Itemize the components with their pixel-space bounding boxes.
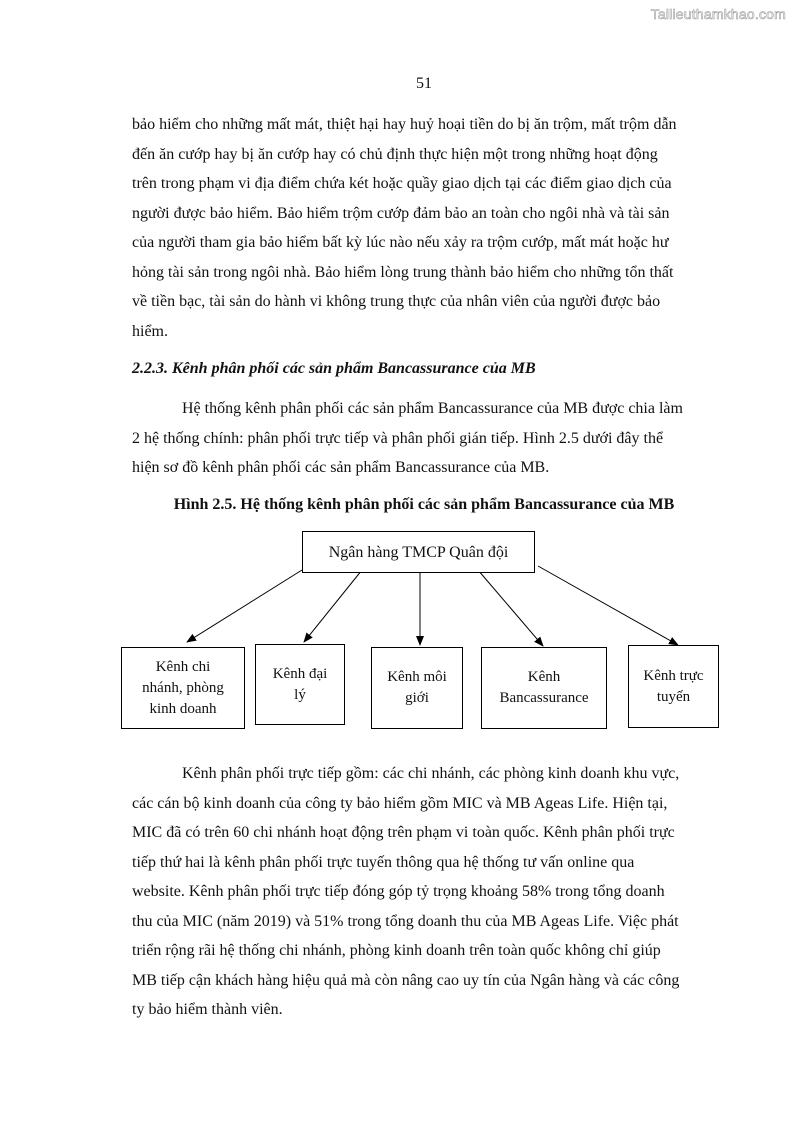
node-label: giới xyxy=(405,690,429,706)
paragraph-line: 2 hệ thống chính: phân phối trực tiếp và phân phối gián tiếp. Hình 2.5 dưới đây thể xyxy=(132,429,664,447)
paragraph-line: MB tiếp cận khách hàng hiệu quả mà còn nâng cao uy tín của Ngân hàng và các công xyxy=(132,971,680,989)
paragraph-line: của người tham gia bảo hiểm bất kỳ lúc nào nếu xảy ra trộm cướp, mất mát hoặc hư xyxy=(132,234,669,251)
node-label: Kênh xyxy=(527,669,561,685)
node-label: lý xyxy=(294,686,306,703)
paragraph-line: hỏng tài sản trong ngôi nhà. Bảo hiểm lòng trung thành bảo hiểm cho những tổn thất xyxy=(132,263,674,281)
root-node-mb-bank xyxy=(302,531,535,573)
node-label: kinh doanh xyxy=(149,700,217,717)
channel-node-broker xyxy=(371,647,463,729)
node-label: Bancassurance xyxy=(499,690,589,706)
figure-caption: Hình 2.5. Hệ thống kênh phân phối các sản phẩm Bancassurance của MB xyxy=(173,496,675,513)
watermark-text: Tailieuthamkhao.com xyxy=(650,6,786,22)
node-label: nhánh, phòng xyxy=(142,679,224,696)
paragraph-line: các cán bộ kinh doanh của công ty bảo hiểm gồm MIC và MB Ageas Life. Hiện tại, xyxy=(132,794,668,812)
node-label: Kênh đại xyxy=(272,665,328,682)
channel-node-online xyxy=(628,645,719,728)
section-heading: 2.2.3. Kênh phân phối các sản phẩm Bancassurance của MB xyxy=(132,360,536,377)
paragraph-line: triển rộng rãi hệ thống chi nhánh, phòng kinh doanh trên toàn quốc không chỉ giúp xyxy=(132,942,661,959)
paragraph-line: đến ăn cướp hay bị ăn cướp hay có chủ định thực hiện một trong những hoạt động xyxy=(132,145,658,163)
node-label: Kênh môi xyxy=(387,669,447,685)
paragraph-line: người được bảo hiểm. Bảo hiểm trộm cướp đảm bảo an toàn cho ngôi nhà và tài sản xyxy=(132,204,670,222)
paragraph-line: hiểm. xyxy=(132,322,168,340)
paragraph-line: thu của MIC (năm 2019) và 51% trong tổng doanh thu của MB Ageas Life. Việc phát xyxy=(132,912,679,930)
paragraph-2 xyxy=(132,394,719,483)
channel-node-bancassurance xyxy=(481,647,607,729)
channel-node-agent xyxy=(255,644,345,725)
paragraph-line: Hệ thống kênh phân phối các sản phẩm Bancassurance của MB được chia làm xyxy=(182,400,683,417)
paragraph-line: Kênh phân phối trực tiếp gồm: các chi nhánh, các phòng kinh doanh khu vực, xyxy=(182,765,680,782)
paragraph-line: ty bảo hiểm thành viên. xyxy=(132,1001,283,1018)
node-label: Ngân hàng TMCP Quân đội xyxy=(328,543,509,561)
page-number: 51 xyxy=(416,75,432,92)
node-label: Kênh trực xyxy=(643,667,704,684)
paragraph-line: tiếp thứ hai là kênh phân phối trực tuyến thông qua hệ thống tư vấn online qua xyxy=(132,853,635,871)
paragraph-line: về tiền bạc, tài sản do hành vi không trung thực của nhân viên của người được bảo xyxy=(132,293,661,310)
paragraph-line: trên trong phạm vi địa điểm chứa két hoặc quầy giao dịch tại các điểm giao dịch của xyxy=(132,175,672,192)
connector-arrow xyxy=(478,570,543,646)
paragraph-line: website. Kênh phân phối trực tiếp đóng góp tỷ trọng khoảng 58% trong tổng doanh xyxy=(132,883,665,900)
paragraph-line: MIC đã có trên 60 chi nhánh hoạt động trên phạm vi toàn quốc. Kênh phân phối trực xyxy=(132,824,675,841)
paragraph-line: hiện sơ đồ kênh phân phối các sản phẩm Bancassurance của MB. xyxy=(132,459,550,476)
paragraph-line: bảo hiểm cho những mất mát, thiệt hại hay huỷ hoại tiền do bị ăn trộm, mất trộm dẫn xyxy=(132,116,677,133)
connector-arrow xyxy=(304,570,362,642)
connector-arrow xyxy=(538,566,678,645)
paragraph-3 xyxy=(132,759,719,1025)
node-label: tuyến xyxy=(656,688,691,705)
channel-node-branch xyxy=(121,647,245,729)
paragraph-1 xyxy=(132,110,719,346)
connector-arrow xyxy=(187,570,302,642)
node-label: Kênh chi xyxy=(155,658,211,675)
